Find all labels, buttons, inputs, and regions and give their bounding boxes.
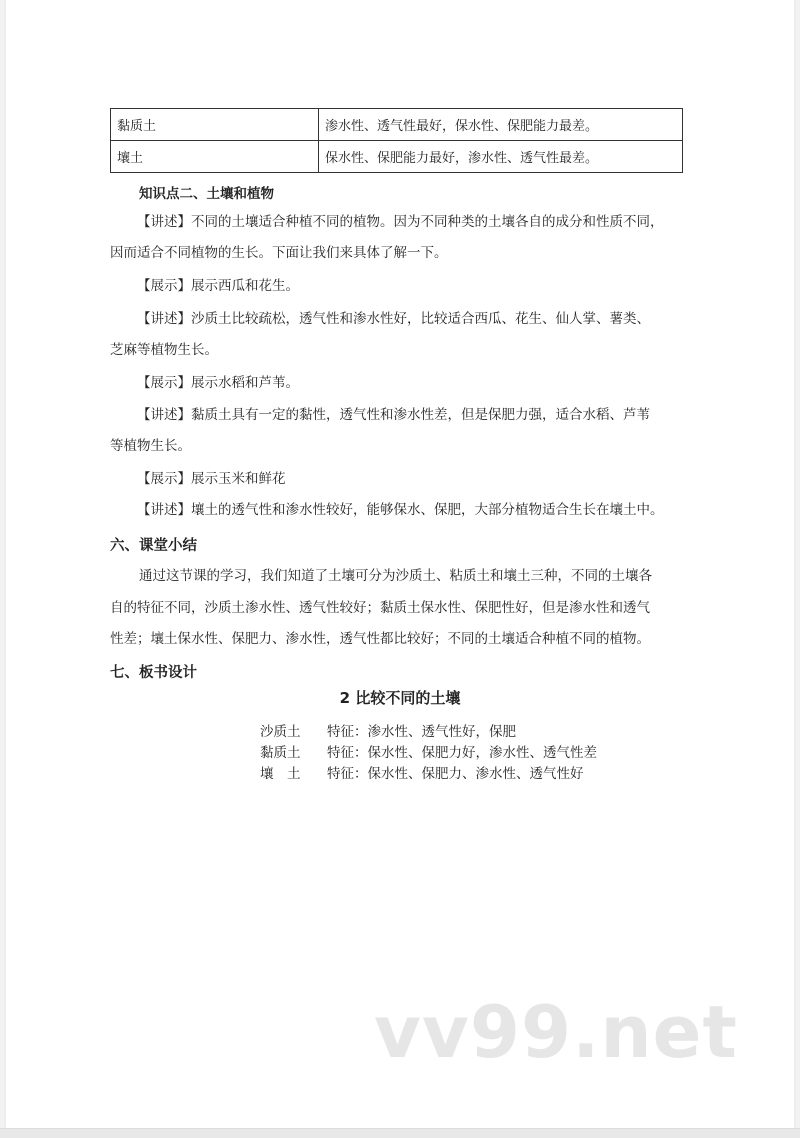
paragraph-line: 【讲述】沙质土比较疏松，透气性和渗水性好，比较适合西瓜、花生、仙人掌、薯类、: [137, 311, 650, 327]
soil-description-cell: 渗水性、透气性最好，保水性、保肥能力最差。: [319, 109, 683, 141]
table-row: [111, 109, 683, 141]
soil-description-cell: 保水性、保肥能力最好，渗水性、透气性最差。: [319, 141, 683, 173]
paragraph-line: 【讲述】壤土的透气性和渗水性较好，能够保水、保肥，大部分植物适合生长在壤土中。: [137, 502, 664, 518]
paragraph-line: 自的特征不同，沙质土渗水性、透气性较好；黏质土保水性、保肥性好，但是渗水性和透气: [110, 600, 650, 616]
paragraph-line: 芝麻等植物生长。: [110, 342, 218, 358]
paragraph-line: 【展示】展示西瓜和花生。: [137, 278, 299, 294]
soil-comparison-table: [110, 108, 683, 173]
board-soil-name: 壤 土: [260, 766, 301, 782]
summary-heading: 六、课堂小结: [110, 538, 197, 554]
soil-name-cell: 壤土: [111, 141, 319, 173]
paragraph-line: 【讲述】黏质土具有一定的黏性，透气性和渗水性差，但是保肥力强，适合水稻、芦苇: [137, 407, 650, 423]
board-subtitle: 2 比较不同的土壤: [339, 689, 461, 707]
paragraph-line: 性差；壤土保水性、保肥力、渗水性，透气性都比较好；不同的土壤适合种植不同的植物。: [110, 631, 650, 647]
soil-name-cell: 黏质土: [111, 109, 319, 141]
table-row: [111, 141, 683, 173]
board-design-heading: 七、板书设计: [110, 665, 197, 681]
watermark-text: vv99.net: [374, 990, 738, 1074]
board-soil-feature: 特征：保水性、保肥力好，渗水性、透气性差: [327, 745, 597, 761]
paragraph-line: 因而适合不同植物的生长。下面让我们来具体了解一下。: [110, 245, 448, 261]
paragraph-line: 【展示】展示水稻和芦苇。: [137, 375, 299, 391]
knowledge-point-heading: 知识点二、土壤和植物: [139, 186, 274, 202]
paragraph-line: 通过这节课的学习，我们知道了土壤可分为沙质土、粘质土和壤土三种，不同的土壤各: [139, 568, 652, 584]
board-soil-name: 沙质土: [260, 724, 301, 740]
board-soil-feature: 特征：渗水性、透气性好，保肥: [327, 724, 516, 740]
paragraph-line: 【讲述】不同的土壤适合种植不同的植物。因为不同种类的土壤各自的成分和性质不同，: [137, 214, 664, 230]
board-soil-feature: 特征：保水性、保肥力、渗水性、透气性好: [327, 766, 584, 782]
paragraph-line: 【展示】展示玉米和鲜花: [137, 471, 286, 487]
paragraph-line: 等植物生长。: [110, 438, 191, 454]
board-soil-name: 黏质土: [260, 745, 301, 761]
document-page: [6, 0, 794, 1137]
